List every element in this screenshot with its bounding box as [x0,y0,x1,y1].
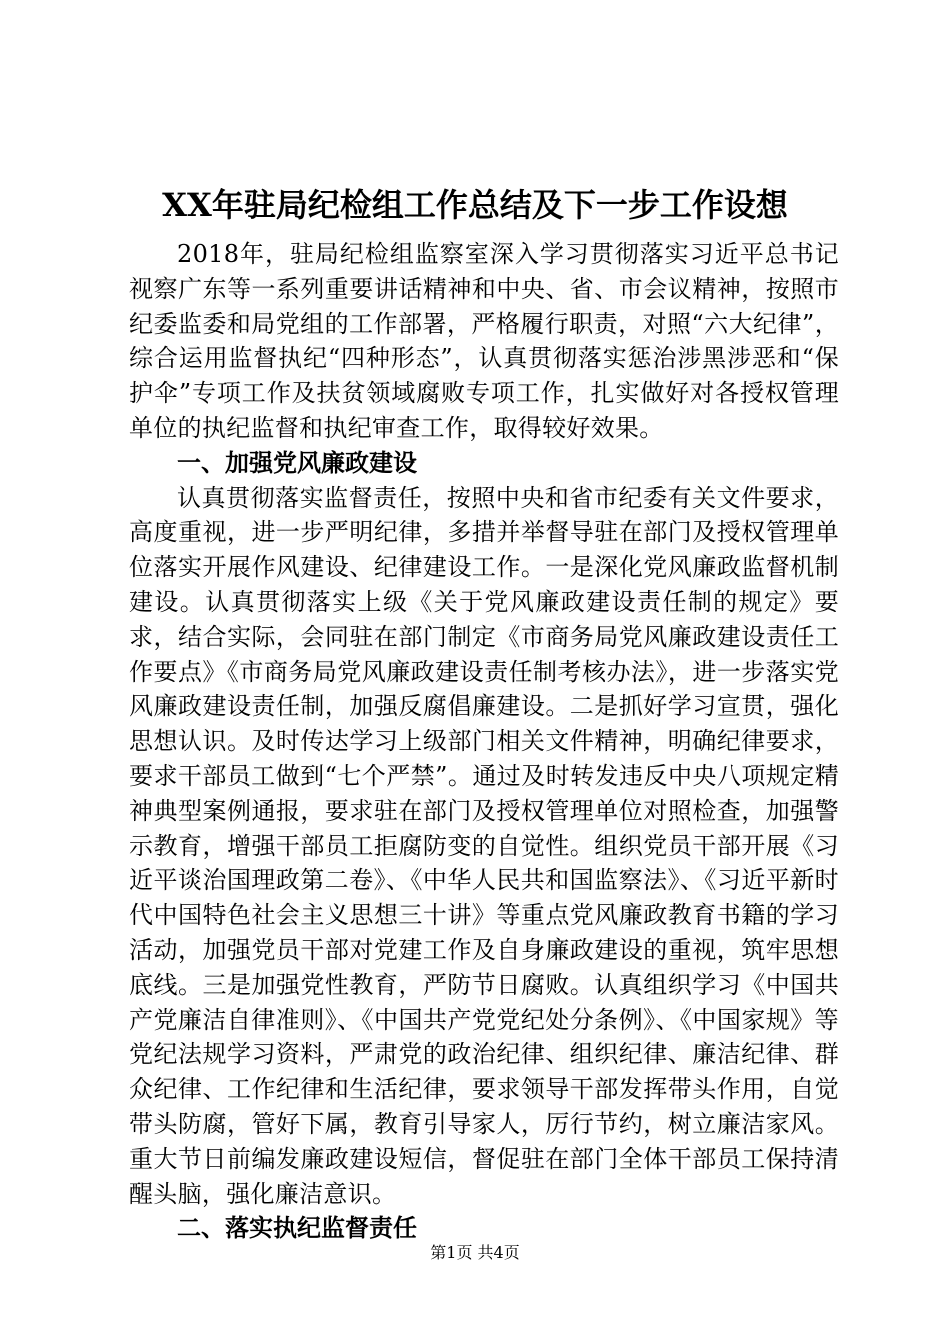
document-title: XX年驻局纪检组工作总结及下一步工作设想 [162,186,788,224]
page-footer: 第1页 共4页 [430,1243,520,1262]
document-body [129,237,839,1246]
section-1-paragraph: 认真贯彻落实监督责任，按照中央和省市纪委有关文件要求，高度重视，进一步严明纪律，多措并举督导驻在部门及授权管理单位落实开展作风建设、纪律建设工作。一是深化党风廉政监督机制建设。认真贯彻落实上级《关于党风廉政建设责任制的规定》要求，结合实际，会同驻在部门制定《市商务局党风廉政建设责任工作要点》《市商务局党风廉政建设责任制考核办法》，进一步落实党风廉政建设责任制，加强反腐倡廉建设。二是抓好学习宣贯，强化思想认识。及时传达学习上级部门相关文件精神，明确纪律要求，要求干部员工做到“七个严禁”。通过及时转发违反中央八项规定精神典型案例通报，要求驻在部门及授权管理单位对照检查，加强警示教育，增强干部员工拒腐防变的自觉性。组织党员干部开展《习近平谈治国理政第二卷》、《中华人民共和国监察法》、《习近平新时代中国特色社会主义思想三十讲》等重点党风廉政教育书籍的学习活动，加强党员干部对党建工作及自身廉政建设的重视，筑牢思想底线。三是加强党性教育，严防节日腐败。认真组织学习《中国共产党廉洁自律准则》、《中国共产党党纪处分条例》、《中国家规》等党纪法规学习资料，严肃党的政治纪律、组织纪律、廉洁纪律、群众纪律、工作纪律和生活纪律，要求领导干部发挥带头作用，自觉带头防腐，管好下属，教育引导家人，厉行节约，树立廉洁家风。重大节日前编发廉政建设短信，督促驻在部门全体干部员工保持清醒头脑，强化廉洁意识。 [129,483,839,1208]
intro-paragraph: 2018年，驻局纪检组监察室深入学习贯彻落实习近平总书记视察广东等一系列重要讲话精神和中央、省、市会议精神，按照市纪委监委和局党组的工作部署，严格履行职责，对照“六大纪律”，综合运用监督执纪“四种形态”，认真贯彻落实惩治涉黑涉恶和“保护伞”专项工作及扶贫领域腐败专项工作，扎实做好对各授权管理单位的执纪监督和执纪审查工作，取得较好效果。 [129,240,839,442]
section-heading-1: 一、加强党风廉政建设 [177,447,417,477]
section-heading-2: 二、落实执纪监督责任 [177,1213,417,1243]
